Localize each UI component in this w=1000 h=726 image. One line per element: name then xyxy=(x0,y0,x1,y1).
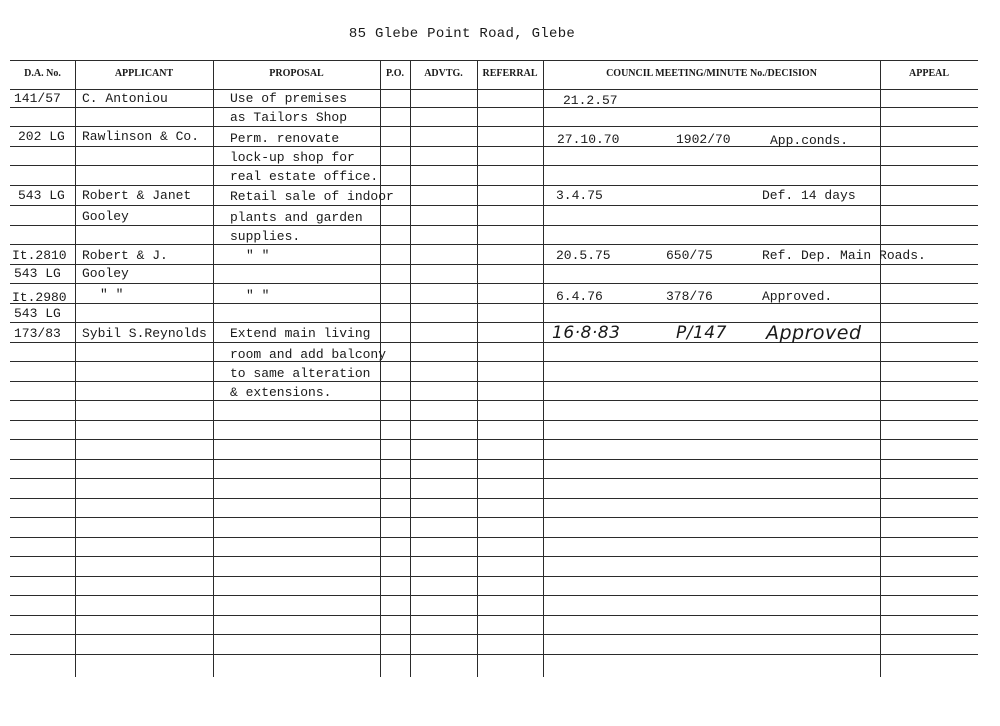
minute-number: 378/76 xyxy=(666,289,713,304)
grid-line xyxy=(10,537,978,538)
meeting-date: 20.5.75 xyxy=(556,248,611,263)
proposal-line: as Tailors Shop xyxy=(230,110,348,125)
proposal-line: Extend main living xyxy=(230,326,371,341)
meeting-date-handwritten: 16·8·83 xyxy=(552,323,621,343)
grid-line xyxy=(10,439,978,440)
grid-line xyxy=(10,595,978,596)
da-number: 173/83 xyxy=(14,326,61,341)
proposal-line: lock-up shop for xyxy=(230,150,355,165)
column-divider xyxy=(543,60,544,677)
column-divider xyxy=(213,60,214,677)
applicant-name: Sybil S.Reynolds xyxy=(82,326,207,341)
header-advtg: ADVTG. xyxy=(424,68,463,79)
applicant-name-cont: Gooley xyxy=(82,266,129,281)
grid-line xyxy=(10,576,978,577)
grid-line xyxy=(10,420,978,421)
applicant-name: Robert & J. xyxy=(82,248,168,263)
header-po: P.O. xyxy=(386,68,404,79)
header-appeal: APPEAL xyxy=(909,68,949,79)
decision-handwritten: Approved xyxy=(766,322,862,344)
column-divider xyxy=(880,60,881,677)
grid-line xyxy=(10,185,978,186)
minute-number: 650/75 xyxy=(666,248,713,263)
meeting-date: 3.4.75 xyxy=(556,188,603,203)
proposal-line: supplies. xyxy=(230,229,301,244)
header-proposal: PROPOSAL xyxy=(269,68,324,79)
grid-line xyxy=(10,225,978,226)
meeting-date: 27.10.70 xyxy=(557,132,620,147)
decision: Ref. Dep. Main Roads. xyxy=(762,248,926,263)
applicant-name: Robert & Janet xyxy=(82,188,192,203)
page-title-text: 85 Glebe Point Road, Glebe xyxy=(348,26,576,42)
applicant-name-cont: Gooley xyxy=(82,209,129,224)
meeting-date: 21.2.57 xyxy=(563,93,618,108)
proposal-ditto: " " xyxy=(246,288,270,303)
column-divider xyxy=(380,60,381,677)
grid-line xyxy=(10,283,978,284)
da-number: It.2810 xyxy=(12,248,67,263)
decision: Def. 14 days xyxy=(762,188,856,203)
grid-line xyxy=(10,381,978,382)
proposal-line: room and add balcony xyxy=(230,347,387,362)
da-number: 141/57 xyxy=(14,91,61,106)
da-number: 543 LG xyxy=(18,188,65,203)
minute-number: 1902/70 xyxy=(676,132,731,147)
grid-line xyxy=(10,615,978,616)
da-number-cont: 543 LG xyxy=(14,306,61,321)
header-referral: REFERRAL xyxy=(482,68,538,79)
proposal-line: plants and garden xyxy=(230,210,363,225)
grid-line xyxy=(10,459,978,460)
grid-line xyxy=(10,126,978,127)
column-divider xyxy=(75,60,76,677)
grid-line xyxy=(10,303,978,304)
header-da-no: D.A. No. xyxy=(24,68,61,79)
proposal-line: & extensions. xyxy=(230,385,332,400)
column-divider xyxy=(477,60,478,677)
grid-line xyxy=(10,361,978,362)
da-number: 202 LG xyxy=(18,129,65,144)
page-title xyxy=(0,26,1000,42)
header-council-decision: COUNCIL MEETING/MINUTE No./DECISION xyxy=(606,68,817,79)
grid-line xyxy=(10,244,978,245)
header-applicant: APPLICANT xyxy=(114,68,174,79)
decision: App.conds. xyxy=(770,133,849,148)
grid-line xyxy=(10,654,978,655)
minute-number-handwritten: P/147 xyxy=(676,323,727,343)
proposal-line: Use of premises xyxy=(230,91,348,106)
da-number-cont: 543 LG xyxy=(14,266,61,281)
grid-line xyxy=(10,556,978,557)
grid-line xyxy=(10,478,978,479)
proposal-line: real estate office. xyxy=(230,169,379,184)
applicant-ditto: " " xyxy=(100,287,124,302)
grid-line xyxy=(10,498,978,499)
proposal-line: Retail sale of indoor xyxy=(230,189,394,204)
grid-line xyxy=(10,165,978,166)
grid-line xyxy=(10,517,978,518)
proposal-ditto: " " xyxy=(246,248,270,263)
meeting-date: 6.4.76 xyxy=(556,289,603,304)
grid-line xyxy=(10,205,978,206)
da-number: It.2980 xyxy=(12,290,67,305)
proposal-line: Perm. renovate xyxy=(230,131,340,146)
decision: Approved. xyxy=(762,289,833,304)
applicant-name: C. Antoniou xyxy=(82,91,168,106)
grid-line xyxy=(10,634,978,635)
column-divider xyxy=(410,60,411,677)
grid-line xyxy=(10,400,978,401)
proposal-line: to same alteration xyxy=(230,366,371,381)
applicant-name: Rawlinson & Co. xyxy=(82,129,200,144)
